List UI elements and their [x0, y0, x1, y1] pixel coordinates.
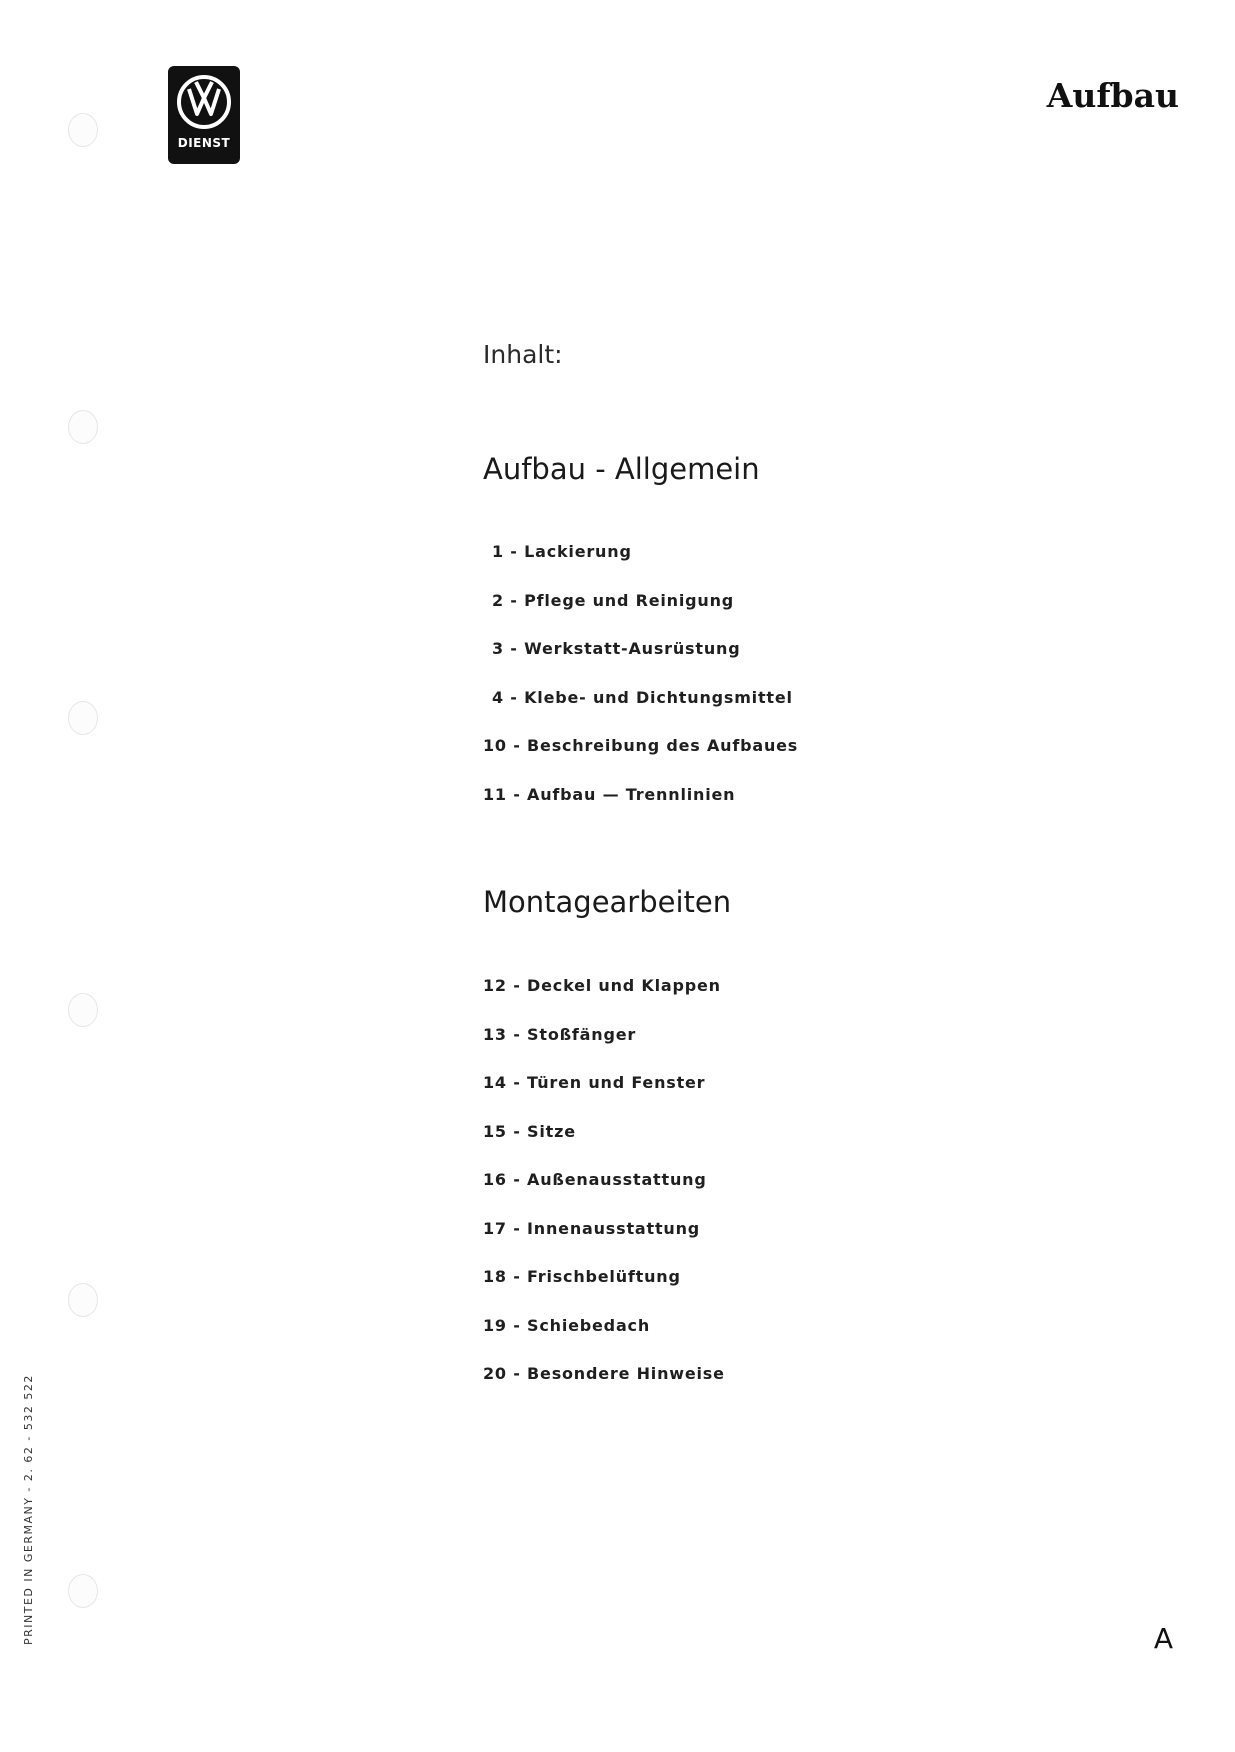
toc-item: 17 - Innenausstattung: [483, 1218, 701, 1238]
toc-item: 19 - Schiebedach: [483, 1315, 651, 1335]
printed-in-germany-note: PRINTED IN GERMANY - 2. 62 - 532 522: [22, 1374, 35, 1645]
table-of-contents: [483, 340, 1043, 1383]
toc-list-montagearbeiten: [483, 976, 725, 1413]
toc-item: 3 - Werkstatt-Ausrüstung: [492, 639, 741, 658]
group-title-aufbau-allgemein: Aufbau - Allgemein: [483, 452, 760, 486]
punch-hole-mark: [68, 701, 98, 735]
toc-item: 14 - Türen und Fenster: [483, 1073, 706, 1092]
toc-item: 11 - Aufbau — Trennlinien: [483, 784, 736, 804]
toc-item: 13 - Stoßfänger: [483, 1024, 637, 1044]
toc-item: 1 - Lackierung: [492, 542, 632, 561]
punch-hole-mark: [68, 993, 98, 1027]
toc-list-aufbau-allgemein: [483, 542, 798, 833]
toc-item: 4 - Klebe- und Dichtungsmittel: [492, 687, 793, 707]
vw-emblem-icon: [176, 74, 232, 130]
punch-hole-mark: [68, 1283, 98, 1317]
logo-label: DIENST: [177, 136, 231, 150]
toc-item: 16 - Außenausstattung: [483, 1170, 707, 1189]
vw-dienst-logo: [168, 66, 240, 164]
register-letter: A: [1153, 1622, 1173, 1655]
toc-item: 18 - Frischbelüftung: [483, 1267, 681, 1286]
punch-hole-mark: [68, 113, 98, 147]
section-title: Aufbau: [1046, 76, 1179, 115]
punch-hole-mark: [68, 1574, 98, 1608]
group-title-montagearbeiten: Montagearbeiten: [483, 885, 732, 919]
contents-label: Inhalt:: [483, 340, 563, 369]
toc-item: 15 - Sitze: [483, 1121, 576, 1141]
toc-item: 12 - Deckel und Klappen: [483, 976, 721, 995]
toc-item: 10 - Beschreibung des Aufbaues: [483, 736, 799, 755]
punch-hole-mark: [68, 410, 98, 444]
toc-item: 20 - Besondere Hinweise: [483, 1364, 725, 1383]
toc-item: 2 - Pflege und Reinigung: [492, 590, 735, 610]
